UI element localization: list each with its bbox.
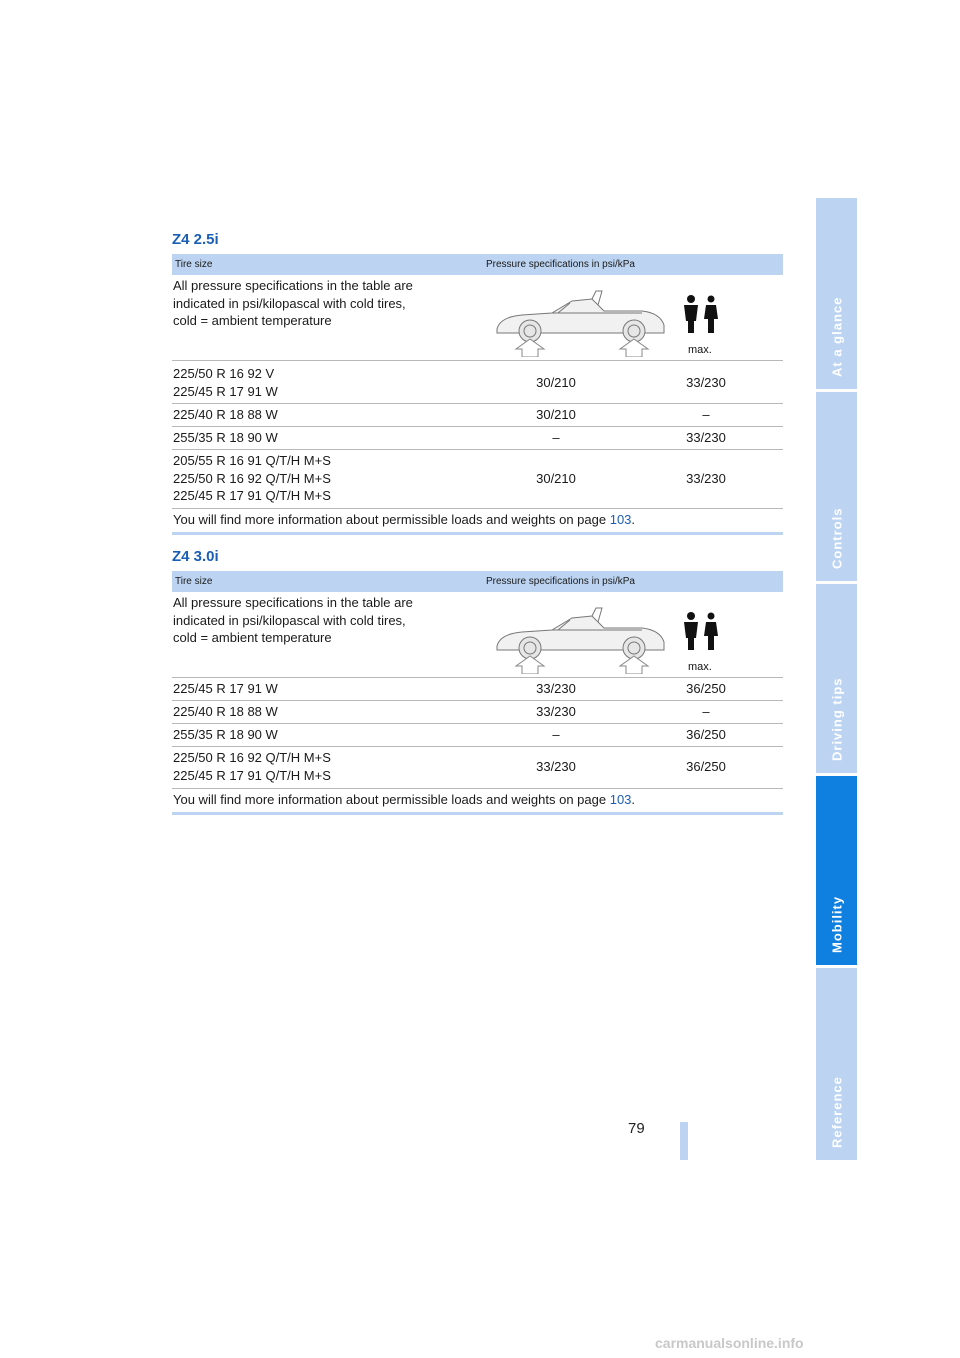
page-link[interactable]: 103 (609, 792, 632, 807)
car-load-illustration (492, 602, 742, 674)
arrow-up-icon (516, 339, 648, 357)
tab-driving-tips[interactable]: Driving tips (816, 584, 857, 773)
intro-row (172, 592, 783, 678)
watermark: carmanualsonline.info (655, 1335, 804, 1351)
pressure-max: – (702, 407, 710, 422)
pressure-normal: 30/210 (536, 471, 576, 486)
table-note: You will find more information about permissible loads and weights on page 103. (172, 509, 783, 535)
passenger-icons (684, 295, 718, 333)
passenger-icons (684, 612, 718, 650)
tire-sizes: 225/50 R 16 92 Q/T/H M+S 225/45 R 17 91 Q/T/H M+S (173, 750, 331, 783)
intro-row (172, 275, 783, 361)
car-load-illustration (492, 285, 742, 357)
intro-text: All pressure specifications in the table are indicated in psi/kilopascal with cold tires, cold = ambient temperature (173, 595, 413, 645)
tire-sizes: 225/50 R 16 92 V 225/45 R 17 91 W (173, 366, 278, 399)
pressure-max: 36/250 (686, 681, 726, 696)
page-number: 79 (628, 1120, 645, 1137)
pressure-normal: 33/230 (536, 681, 576, 696)
pressure-max: 33/230 (686, 430, 726, 445)
table-header (172, 254, 783, 275)
pressure-max: – (702, 704, 710, 719)
pressure-max: 33/230 (686, 471, 726, 486)
tab-controls[interactable]: Controls (816, 392, 857, 581)
intro-text: All pressure specifications in the table are indicated in psi/kilopascal with cold tires, cold = ambient temperature (173, 278, 413, 328)
table-row (172, 404, 783, 427)
tire-sizes: 225/40 R 18 88 W (173, 407, 278, 422)
table-row (172, 724, 783, 747)
section-title-z4-25i: Z4 2.5i (172, 231, 219, 248)
section-title-z4-30i: Z4 3.0i (172, 548, 219, 565)
pressure-table-z4-25i (172, 254, 783, 535)
table-header (172, 571, 783, 592)
tire-sizes: 255/35 R 18 90 W (173, 727, 278, 742)
arrow-up-icon (516, 656, 648, 674)
pressure-normal: 33/230 (536, 704, 576, 719)
table-row (172, 747, 783, 789)
header-tire-size: Tire size (175, 576, 213, 587)
pressure-max: 36/250 (686, 759, 726, 774)
tire-sizes: 225/45 R 17 91 W (173, 681, 278, 696)
pressure-normal: 30/210 (536, 407, 576, 422)
tire-sizes: 205/55 R 16 91 Q/T/H M+S 225/50 R 16 92 Q/T/H M+S 225/45 R 17 91 Q/T/H M+S (173, 453, 331, 503)
table-row (172, 361, 783, 404)
pressure-max: 36/250 (686, 727, 726, 742)
table-row (172, 427, 783, 450)
tire-sizes: 255/35 R 18 90 W (173, 430, 278, 445)
max-label: max. (688, 344, 712, 356)
pressure-normal: – (552, 430, 560, 445)
header-tire-size: Tire size (175, 259, 213, 270)
page-link[interactable]: 103 (609, 512, 632, 527)
table-note: You will find more information about permissible loads and weights on page 103. (172, 789, 783, 815)
tire-sizes: 225/40 R 18 88 W (173, 704, 278, 719)
pressure-normal: 33/230 (536, 759, 576, 774)
header-pressure: Pressure specifications in psi/kPa (486, 576, 635, 587)
car-icon (497, 291, 664, 342)
table-row (172, 701, 783, 724)
tab-at-a-glance[interactable]: At a glance (816, 198, 857, 389)
max-label: max. (688, 661, 712, 673)
pressure-normal: 30/210 (536, 375, 576, 390)
pressure-table-z4-30i (172, 571, 783, 815)
pressure-normal: – (552, 727, 560, 742)
header-pressure: Pressure specifications in psi/kPa (486, 259, 635, 270)
table-row (172, 678, 783, 701)
pressure-max: 33/230 (686, 375, 726, 390)
page-marker (680, 1122, 688, 1160)
car-icon (497, 608, 664, 659)
table-row (172, 450, 783, 509)
tab-reference[interactable]: Reference (816, 968, 857, 1160)
tab-mobility[interactable]: Mobility (816, 776, 857, 965)
